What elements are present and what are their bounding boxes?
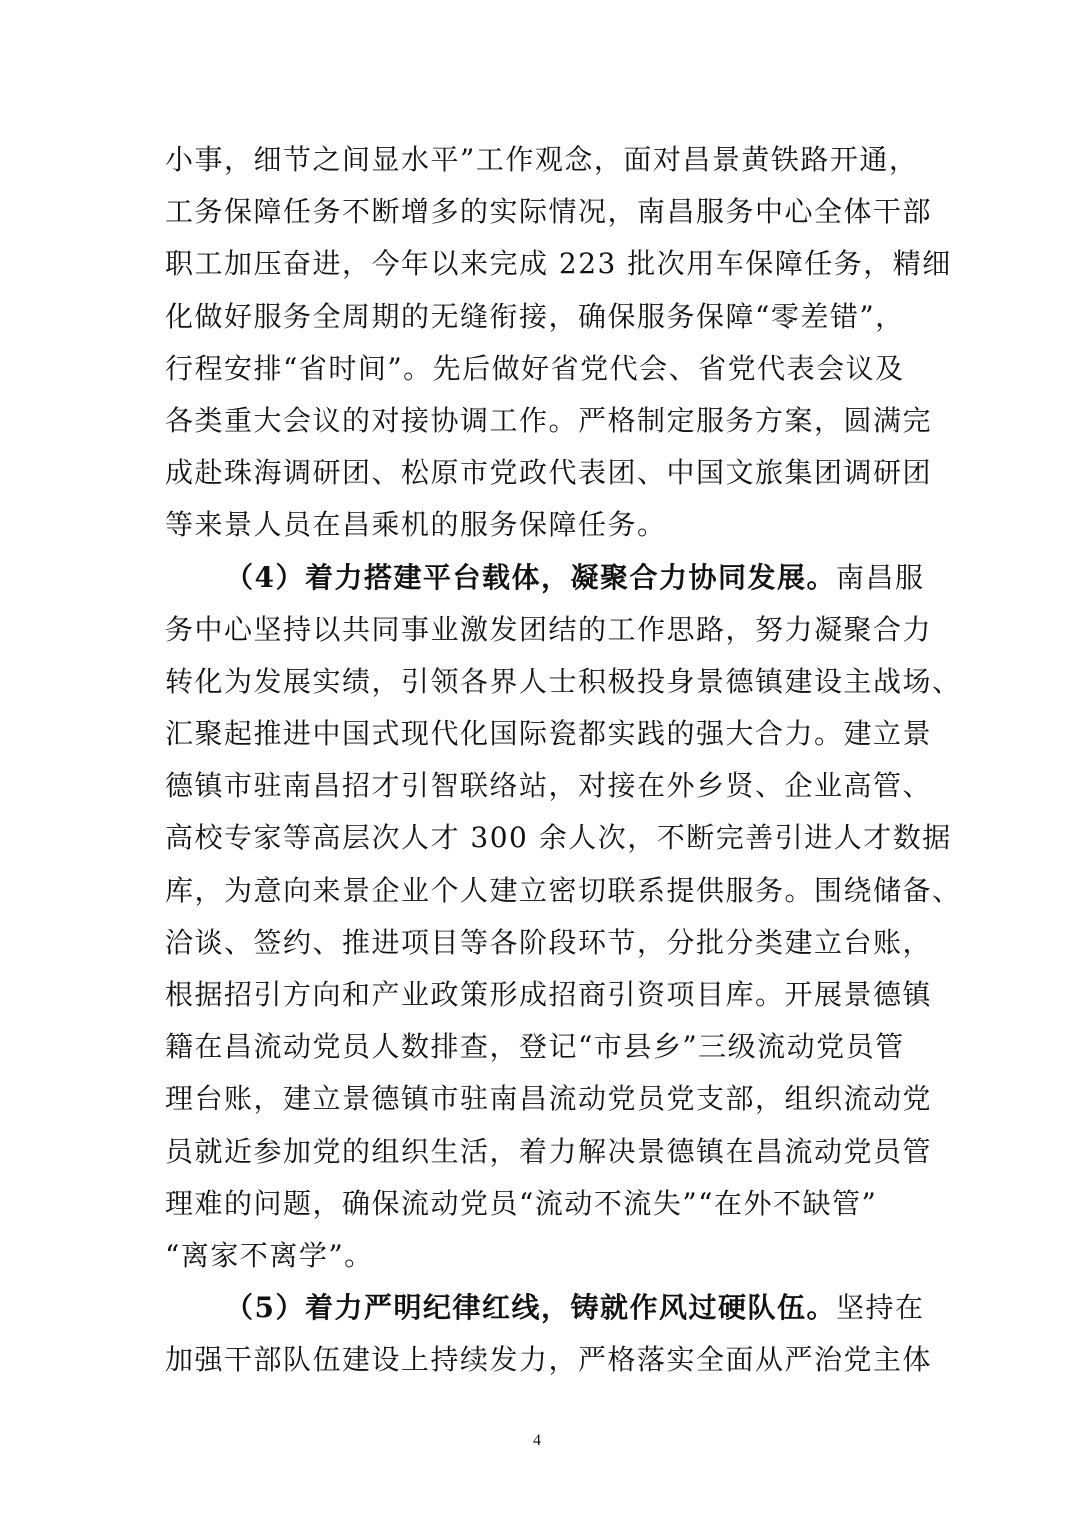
paragraph-line: 加强干部队伍建设上持续发力，严格落实全面从严治党主体 [165, 1343, 933, 1377]
paragraph-line: 理台账，建立景德镇市驻南昌流动党员党支部，组织流动党 [165, 1082, 933, 1116]
page-number: 4 [533, 1432, 541, 1449]
section-4-first-line [165, 552, 925, 604]
section-5-first-line [165, 1282, 925, 1334]
paragraph-line: “离家不离学”。 [165, 1238, 374, 1272]
paragraph-line: 行程安排“省时间”。先后做好省党代会、省党代表会议及 [165, 351, 905, 385]
paragraph-line: 籍在昌流动党员人数排查，登记“市县乡”三级流动党员管 [165, 1030, 905, 1064]
paragraph-line: 化做好服务全周期的无缝衔接，确保服务保障“零差错”， [165, 299, 905, 333]
paragraph-line: 等来景人员在昌乘机的服务保障任务。 [165, 508, 667, 542]
section-4-first-tail: 南昌服 [836, 560, 925, 594]
paragraph-line: 洽谈、签约、推进项目等各阶段环节，分批分类建立台账， [165, 925, 933, 959]
paragraph-line: 小事，细节之间显水平”工作观念，面对昌景黄铁路开通， [165, 143, 919, 176]
paragraph-line: 工务保障任务不断增多的实际情况，南昌服务中心全体干部 [165, 195, 933, 229]
paragraph-line: 员就近参加党的组织生活，着力解决景德镇在昌流动党员管 [165, 1134, 933, 1168]
paragraph-line: 汇聚起推进中国式现代化国际瓷都实践的强大合力。建立景 [165, 717, 933, 751]
paragraph-line: 职工加压奋进，今年以来完成 223 批次用车保障任务，精细 [165, 247, 952, 281]
paragraph-line: 理难的问题，确保流动党员“流动不流失”“在外不缺管” [165, 1186, 878, 1220]
body-text [165, 134, 962, 1387]
section-5-first-tail: 坚持在 [836, 1291, 925, 1325]
section-4-heading: （4）着力搭建平台载体，凝聚合力协同发展。 [225, 560, 836, 594]
paragraph-line: 成赴珠海调研团、松原市党政代表团、中国文旅集团调研团 [165, 456, 933, 490]
section-5-heading: （5）着力严明纪律红线，铸就作风过硬队伍。 [225, 1291, 836, 1325]
paragraph-line: 转化为发展实绩，引领各界人士积极投身景德镇建设主战场、 [165, 664, 962, 698]
paragraph-line: 根据招引方向和产业政策形成招商引资项目库。开展景德镇 [165, 978, 933, 1011]
paragraph-line: 库，为意向来景企业个人建立密切联系提供服务。围绕储备、 [165, 873, 962, 907]
paragraph-line: 德镇市驻南昌招才引智联络站，对接在外乡贤、企业高管、 [165, 769, 933, 803]
paragraph-line: 各类重大会议的对接协调工作。严格制定服务方案，圆满完 [165, 403, 933, 437]
paragraph-line: 务中心坚持以共同事业激发团结的工作思路，努力凝聚合力 [165, 612, 933, 646]
paragraph-line: 高校专家等高层次人才 300 余人次，不断完善引进人才数据 [165, 821, 952, 855]
